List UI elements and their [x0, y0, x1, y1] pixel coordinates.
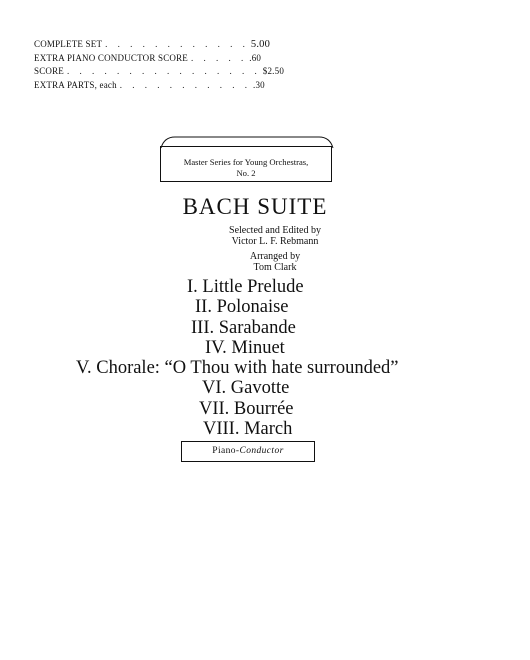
price-label: EXTRA PIANO CONDUCTOR SCORE: [34, 52, 189, 63]
price-label: COMPLETE SET: [34, 39, 103, 49]
list-item: [0, 318, 510, 338]
edition-label-box: [181, 441, 315, 462]
movement-title: V. Chorale: “O Thou with hate surrounded”: [76, 358, 399, 379]
series-banner: [160, 146, 332, 182]
price-label: SCORE: [34, 66, 65, 77]
leader-dots: . . . . .: [191, 52, 248, 63]
movement-title: III. Sarabande: [191, 317, 296, 338]
leader-dots: . . . . . . . . . . . . . . . .: [67, 66, 261, 77]
list-item: [0, 338, 510, 358]
edition-instrument: Piano-: [212, 446, 240, 456]
scroll-ornament-icon: [161, 137, 333, 149]
edition-role: Conductor: [239, 446, 284, 456]
movement-title: II. Polonaise: [195, 297, 289, 318]
movement-title: VII. Bourrée: [199, 398, 294, 419]
price-value: 5.00: [250, 39, 271, 50]
price-row-complete-set: [34, 38, 271, 52]
price-value: .30: [253, 79, 265, 90]
series-number: No. 2: [236, 168, 256, 178]
list-item: [0, 277, 510, 297]
movement-title: IV. Minuet: [205, 337, 285, 358]
list-item: [0, 378, 510, 398]
price-row-score: [34, 65, 285, 79]
movement-title: VI. Gavotte: [202, 378, 290, 399]
leader-dots: . . . . . . . . . . .: [119, 79, 252, 90]
selected-by-label: Selected and Edited by: [229, 225, 321, 236]
price-value: $2.50: [262, 66, 285, 77]
editor-name: Victor L. F. Rebmann: [231, 236, 319, 247]
movement-title: I. Little Prelude: [187, 277, 304, 297]
movement-title: VIII. March: [203, 419, 293, 440]
credits: [20, 225, 530, 273]
series-name: Master Series for Young Orchestras,: [183, 157, 309, 167]
price-label: EXTRA PARTS, each: [34, 79, 117, 90]
page-title: BACH SUITE: [182, 194, 328, 219]
arranged-by-label: Arranged by: [249, 251, 301, 262]
arranger-name: Tom Clark: [253, 262, 297, 273]
list-item: [0, 399, 510, 419]
leader-dots: . . . . . . . . . . . .: [105, 39, 249, 49]
price-list: [34, 38, 285, 92]
price-row-piano-conductor: [34, 52, 262, 66]
list-item: [0, 297, 510, 317]
price-row-extra-parts: [34, 79, 265, 93]
movement-list: [0, 277, 510, 439]
list-item: [0, 419, 510, 439]
price-value: .60: [249, 52, 262, 63]
list-item: [0, 358, 510, 378]
